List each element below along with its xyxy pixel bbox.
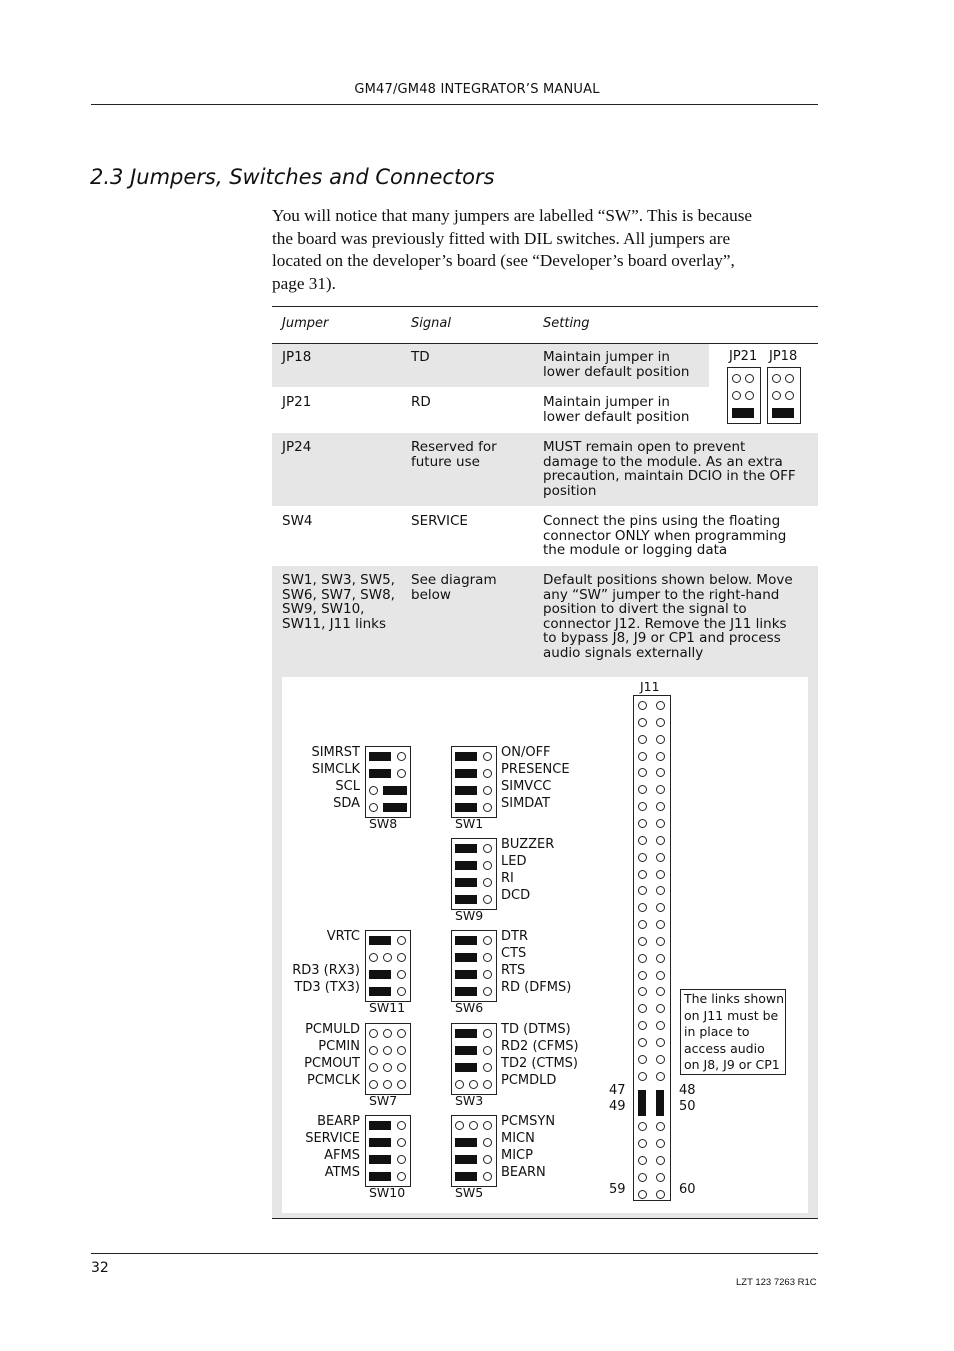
jumper-link [383,803,407,812]
note-line: on J8, J9 or CP1 [684,1057,780,1072]
note-line: on J11 must be [684,1007,779,1023]
sw8-name: SW8 [369,816,398,831]
pin-icon [656,1173,665,1182]
setting-line: MUST remain open to prevent [543,439,746,455]
note-line: The links shown [684,991,785,1006]
jp21-jumper [727,367,761,424]
pin-icon [638,802,647,811]
pin-number: 50 [679,1099,696,1114]
jumper-line: SW6, SW7, SW8, [282,586,395,603]
jp18-jumper [767,367,801,424]
signal-line: Reserved for [411,439,497,455]
pin-icon [656,836,665,845]
setting-line: Default positions shown below. Move [543,572,793,588]
pin-icon [638,1021,647,1030]
pin-icon [656,1190,665,1199]
pin-icon [397,769,406,778]
intro-paragraph [272,205,820,295]
pin-icon [656,903,665,912]
signal-label: RD2 (CFMS) [501,1039,579,1054]
pin-icon [638,954,647,963]
sw3-jumper-block [451,1023,497,1095]
signal-label: PCMCLK [307,1073,360,1088]
pin-icon [638,718,647,727]
jumper-link [455,895,477,904]
setting-line: to bypass J8, J9 or CP1 and process [543,630,781,647]
sw10-jumper-block [365,1115,411,1187]
signal-label: SCL [335,779,360,794]
j11-note [680,989,786,1075]
jumper-link [369,987,391,996]
signal-label: SIMDAT [501,796,550,811]
sw8-jumper-block [365,746,411,818]
pin-icon [656,1156,665,1165]
pin-number: 47 [609,1083,626,1098]
intro-line: You will notice that many jumpers are labelled “SW”. This is because [272,206,753,225]
jumper-link [369,769,391,778]
pin-icon [483,953,492,962]
jumper-cell: JP24 [282,439,312,455]
signal-line: future use [411,453,480,470]
jumper-link [369,1121,391,1130]
pin-icon [656,735,665,744]
table-top-rule [272,306,818,307]
sw5-jumper-block [451,1115,497,1187]
column-header-signal: Signal [411,316,451,331]
signal-label: SERVICE [305,1131,360,1146]
signal-label: PCMSYN [501,1114,556,1129]
pin-icon [638,1004,647,1013]
pin-icon [656,920,665,929]
signal-label: PCMIN [318,1039,360,1054]
signal-label: MICN [501,1131,535,1146]
setting-line: precaution, maintain DCIO in the OFF [543,468,796,485]
footer-rule [91,1253,818,1254]
signal-label: BUZZER [501,837,555,852]
pin-icon [483,1046,492,1055]
pin-icon [369,953,378,962]
sw1-name: SW1 [455,816,484,831]
header-rule [91,104,818,105]
pin-icon [483,803,492,812]
signal-label: MICP [501,1148,533,1163]
sw9-name: SW9 [455,908,484,923]
jumper-link [455,1046,477,1055]
pin-icon [483,878,492,887]
pin-icon [638,937,647,946]
sw11-name: SW11 [369,1000,406,1015]
sw7-name: SW7 [369,1093,398,1108]
pin-icon [656,1139,665,1148]
pin-icon [397,1172,406,1181]
pin-icon [483,1029,492,1038]
pin-icon [483,769,492,778]
jumper-cell: SW4 [282,513,313,529]
signal-label: ATMS [324,1165,360,1180]
pin-icon [638,752,647,761]
signal-label: SIMCLK [311,762,360,777]
pin-icon [397,1063,406,1072]
pin-icon [483,861,492,870]
pin-icon [638,836,647,845]
signal-label: PCMDLD [501,1073,557,1088]
pin-icon [483,1155,492,1164]
setting-line: connector ONLY when programming [543,527,787,544]
pin-icon [397,1080,406,1089]
pin-icon [638,1173,647,1182]
pin-icon [397,936,406,945]
signal-label: BEARP [317,1114,360,1129]
pin-icon [656,1122,665,1131]
jumper-link [383,786,407,795]
pin-icon [656,886,665,895]
setting-cell [543,440,796,498]
signal-label: AFMS [324,1148,360,1163]
signal-cell [411,440,497,469]
signal-label: DCD [501,888,531,903]
table-row [282,350,311,365]
column-header-jumper: Jumper [282,316,329,331]
jumper-line: SW1, SW3, SW5, [282,572,395,588]
signal-label: ON/OFF [501,745,551,760]
signal-label: TD3 (TX3) [294,980,360,995]
pin-icon [638,785,647,794]
pin-icon [397,1138,406,1147]
pin-icon [397,752,406,761]
setting-line: any “SW” jumper to the right-hand [543,586,780,603]
pin-icon [638,1139,647,1148]
signal-label: SDA [333,796,360,811]
signal-label: SIMVCC [501,779,552,794]
page-number: 32 [91,1260,109,1276]
jumper-link [455,786,477,795]
signal-label: PCMOUT [304,1056,360,1071]
setting-line: position to divert the signal to [543,601,747,618]
pin-number: 48 [679,1083,696,1098]
pin-icon [638,987,647,996]
pin-icon [397,1155,406,1164]
sw6-jumper-block [451,930,497,1002]
pin-icon [369,1029,378,1038]
signal-label: RD3 (RX3) [292,963,360,978]
pin-icon [383,953,392,962]
setting-cell [543,514,786,558]
document-id: LZT 123 7263 R1C [736,1277,817,1288]
jumper-link [369,936,391,945]
column-header-setting: Setting [543,316,590,331]
jumper-link [455,1172,477,1181]
pin-icon [369,786,378,795]
jp21-label: JP21 [729,349,758,364]
pin-icon [638,870,647,879]
pin-icon [638,768,647,777]
table-bottom-rule [272,1218,818,1219]
jumper-cell: JP18 [282,349,312,365]
sw7-jumper-block [365,1023,411,1095]
pin-icon [656,718,665,727]
setting-line: audio signals externally [543,644,704,661]
pin-icon [638,701,647,710]
pin-icon [397,970,406,979]
jumper-line: SW9, SW10, [282,601,365,618]
pin-icon [397,1046,406,1055]
setting-line: Maintain jumper in [543,349,670,365]
jumper-link [455,878,477,887]
pin-icon [656,1055,665,1064]
setting-line: the module or logging data [543,542,728,559]
jumper-cell [282,573,395,631]
pin-icon [638,1122,647,1131]
pin-icon [656,937,665,946]
signal-label: CTS [501,946,527,961]
signal-label: SIMRST [311,745,360,760]
pin-icon [656,1021,665,1030]
sw11-jumper-block [365,930,411,1002]
pin-icon [383,1080,392,1089]
sw3-name: SW3 [455,1093,484,1108]
sw9-jumper-block [451,838,497,910]
pin-icon [483,895,492,904]
jumper-link [369,752,391,761]
signal-label: TD (DTMS) [501,1022,571,1037]
jumper-link [455,987,477,996]
signal-cell: TD [411,349,430,365]
setting-line: connector J12. Remove the J11 links [543,615,787,632]
pin-number: 60 [679,1182,696,1197]
signal-cell: RD [411,394,431,410]
setting-line: damage to the module. As an extra [543,453,783,470]
jumper-link [455,844,477,853]
pin-icon [383,1029,392,1038]
pin-icon [483,936,492,945]
pin-icon [656,853,665,862]
pin-icon [638,819,647,828]
pin-icon [483,1080,492,1089]
signal-label: PCMULD [305,1022,360,1037]
pin-icon [638,1055,647,1064]
j11-link [656,1090,664,1116]
pin-icon [397,953,406,962]
setting-line: Maintain jumper in [543,394,670,410]
jumper-link [369,1155,391,1164]
signal-label: TD2 (CTMS) [501,1056,578,1071]
jumper-link [455,1138,477,1147]
pin-icon [397,1029,406,1038]
setting-line: position [543,482,597,499]
note-line: in place to [684,1024,750,1039]
setting-cell [543,350,689,379]
pin-icon [369,1046,378,1055]
pin-icon [483,1138,492,1147]
pin-icon [656,954,665,963]
pin-icon [656,870,665,879]
pin-icon [656,1038,665,1047]
pin-icon [483,786,492,795]
setting-cell [543,573,793,661]
pin-icon [656,971,665,980]
jumper-link [455,752,477,761]
sw1-jumper-block [451,746,497,818]
pin-icon [369,1063,378,1072]
pin-icon [483,844,492,853]
jumper-link [455,1063,477,1072]
pin-icon [638,920,647,929]
jumper-link [455,1029,477,1038]
pin-icon [483,1063,492,1072]
pin-icon [656,819,665,828]
setting-cell [543,395,689,424]
intro-line: located on the developer’s board (see “Developer’s board overlay”, [272,251,735,270]
setting-line: Connect the pins using the floating [543,513,781,529]
sw6-name: SW6 [455,1000,484,1015]
signal-line: below [411,586,451,603]
j11-connector [633,695,671,1201]
pin-icon [638,853,647,862]
signal-label: RD (DFMS) [501,980,572,995]
jumper-link [369,1172,391,1181]
pin-icon [656,802,665,811]
signal-label: LED [501,854,527,869]
signal-label: BEARN [501,1165,546,1180]
pin-icon [397,1121,406,1130]
pin-icon [638,1190,647,1199]
pin-icon [397,987,406,996]
intro-line: page 31). [272,273,336,293]
pin-icon [483,1172,492,1181]
pin-icon [638,1038,647,1047]
jp18-label: JP18 [769,349,798,364]
intro-line: the board was previously fitted with DIL switches. All jumpers are [272,228,731,248]
note-line: access audio [684,1040,765,1056]
signal-label: PRESENCE [501,762,570,777]
pin-icon [638,886,647,895]
pin-icon [638,1156,647,1165]
pin-icon [383,1046,392,1055]
jumper-link [369,1138,391,1147]
pin-icon [469,1121,478,1130]
jumper-link [455,769,477,778]
jumper-cell: JP21 [282,394,312,410]
jumper-link [455,970,477,979]
signal-cell [411,573,497,602]
pin-icon [656,752,665,761]
pin-icon [455,1080,464,1089]
pin-icon [483,987,492,996]
pin-icon [656,1072,665,1081]
pin-icon [638,971,647,980]
jumper-link [455,936,477,945]
pin-icon [638,735,647,744]
j11-link [638,1090,646,1116]
pin-icon [483,1121,492,1130]
sw10-name: SW10 [369,1185,406,1200]
setting-line: lower default position [543,363,690,380]
setting-line: lower default position [543,408,690,425]
pin-icon [656,785,665,794]
pin-icon [455,1121,464,1130]
pin-number: 59 [609,1182,626,1197]
pin-icon [369,803,378,812]
signal-line: See diagram [411,572,497,588]
jumper-link [455,861,477,870]
signal-label: VRTC [326,929,360,944]
pin-icon [638,1072,647,1081]
pin-icon [656,1004,665,1013]
pin-icon [483,752,492,761]
j11-name: J11 [640,679,660,694]
pin-number: 49 [609,1099,626,1114]
jumper-diagram [282,677,808,1213]
section-heading: 2.3 Jumpers, Switches and Connectors [90,165,495,189]
pin-icon [656,987,665,996]
jumper-line: SW11, J11 links [282,615,387,632]
jumper-link [455,1155,477,1164]
signal-label: RI [501,871,514,886]
pin-icon [638,903,647,912]
pin-icon [656,768,665,777]
jumper-link [455,953,477,962]
signal-label: RTS [501,963,526,978]
signal-label: DTR [501,929,528,944]
pin-icon [369,1080,378,1089]
pin-icon [656,701,665,710]
pin-icon [383,1063,392,1072]
signal-cell: SERVICE [411,513,468,529]
pin-icon [483,970,492,979]
sw5-name: SW5 [455,1185,484,1200]
jumper-link [455,803,477,812]
running-header: GM47/GM48 INTEGRATOR’S MANUAL [354,82,600,97]
pin-icon [469,1080,478,1089]
jumper-link [369,970,391,979]
